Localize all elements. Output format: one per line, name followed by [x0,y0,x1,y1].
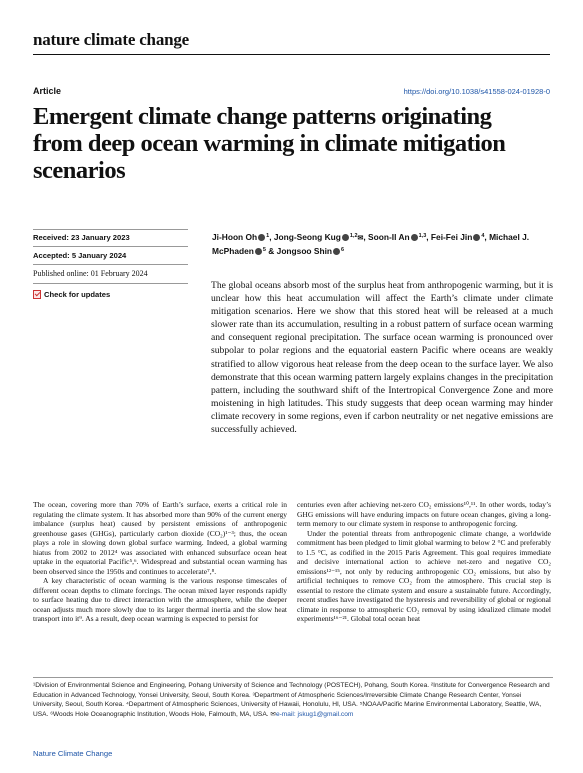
mail-icon[interactable]: ✉ [357,235,364,242]
check-for-updates-button[interactable] [33,290,110,299]
mail-icon: ✉ [270,710,276,718]
check-updates-label: Check for updates [44,290,111,299]
abstract: The global oceans absorb most of the surplus heat from anthropogenic warming, but it is unclear how this heat accumulation will affect the Earth’s climate under climate mitigation scenarios. Here we show that this stored heat will be released at a much slower rate than its accumulation, resulting in a robust pattern of surface ocean warming and consequent regional precipitation. The surface ocean warming is pronounced over subpolar to polar regions and the equatorial eastern Pacific where oceans are weakly stratified to allow vigorous heat release from the deep ocean to the surface layer. We also demonstrate that this ocean warming pattern largely explains changes in the precipitation pattern, including the southward shift of the Intertropical Convergence Zone and more moistening in high latitudes. This study suggests that deep ocean warming may hinder climate recovery in some regions, even if carbon neutrality or net negative emissions are successfully achieved. [211,280,553,436]
affiliation-superscript: 4 [481,233,485,239]
paragraph: Under the potential threats from anthropogenic climate change, a worldwide commitment has been pledged to limit global warming to below 2 °C and preferably to 1.5 °C, as codified in the 2015 Paris Agreement. This goal requires immediate and decisive international action to achieve net-zero and negative CO₂ emissions¹²⁻¹⁵, not only by reducing anthropogenic CO₂ emissions, but also by artificial techniques to remove CO₂ from the atmosphere. This crucial step is essential to restore the climate system and ensure a sustainable future. Accordingly, recent studies have investigated the hysteresis and reversibility of global or regional climate in response to atmospheric CO₂ removal by using idealized climate model experiments¹⁶⁻²¹. Global total ocean heat [297,528,551,623]
author-separator: , [484,232,490,242]
orcid-icon[interactable] [342,234,349,241]
author-separator: , [269,232,274,242]
author-separator: , [363,232,369,242]
affiliations-text: ¹Division of Environmental Science and Engineering, Pohang University of Science and Technology (POSTECH), Pohang, South Korea. ²Institute for Convergence Research and Education in Advanced Technology, Yonsei University, Seoul, South Korea. ³Department of Atmospheric Sciences/Irreversible Climate Change Research Center, Yonsei University, Seoul, South Korea. ⁴Department of Atmospheric Sciences, University of Hawaii, Honolulu, HI, USA. ⁵NOAA/Pacific Marine Environmental Laboratory, Seattle, WA, USA. ⁶Woods Hole Oceanographic Institution, Woods Hole, Falmouth, MA, USA. [33,682,550,718]
affiliation-superscript: 6 [341,247,345,253]
author-list [212,231,552,258]
published-date: Published online: 01 February 2024 [33,269,148,278]
author-name[interactable]: Ji-Hoon Oh [212,232,258,242]
paragraph: The ocean, covering more than 70% of Earth’s surface, exerts a critical role in regulating the climate system. It has absorbed more than 90% of the current energy imbalance (surplus heat) caused by persistent emissions of anthropogenic greenhouse gases (GHGs), particularly carbon dioxide (CO₂)¹⁻³; thus, the ocean plays a role in slowing down global surface warming. Indeed, a global warming hiatus from 2002 to 2012⁴ was associated with enhanced subsurface ocean heat uptake in the equatorial Pacific⁵,⁶. Widespread and substantial ocean warming has been observed since the 1950s and continues to accelerate⁷,⁸. [33,500,287,576]
author-separator: & [265,246,277,256]
paragraph: centuries even after achieving net-zero CO₂ emissions¹⁰,¹¹. In other words, today’s GHG emissions will have enduring impacts on future ocean changes, giving a long-term memory to our climate system in response to anthropogenic forcing. [297,500,551,528]
article-type-label: Article [33,86,62,96]
body-column-left [33,500,287,624]
orcid-icon[interactable] [333,248,340,255]
email-link[interactable]: e-mail: jskug1@gmail.com [275,710,354,718]
paragraph: A key characteristic of ocean warming is the various response timescales of different ocean depths to climate forcings. The ocean mixed layer responds rapidly to surface heating due to direct interaction with the atmosphere, while the deeper ocean adjusts much more slowly due to its larger thermal inertia and the slow heat transport into it⁹. As a result, deep ocean warming is expected to persist for [33,576,287,623]
body-column-right [297,500,551,624]
orcid-icon[interactable] [258,234,265,241]
author-name[interactable]: Jong-Seong Kug [273,232,341,242]
check-updates-icon [33,290,41,299]
meta-rule-1 [33,246,188,247]
author-name[interactable]: Michael J. McPhaden [212,232,530,256]
affiliation-superscript: 1,3 [418,233,427,239]
meta-rule-top [33,229,188,230]
journal-name[interactable]: nature climate change [33,30,190,49]
header-rule [33,54,550,55]
doi-link[interactable]: https://doi.org/10.1038/s41558-024-01928-0 [403,87,550,96]
footer-journal[interactable]: Nature Climate Change [33,749,113,758]
orcid-icon[interactable] [255,248,262,255]
affiliation-superscript: 1 [266,233,270,239]
affiliations [33,681,553,719]
affiliation-superscript: 1,2 [349,233,358,239]
accepted-date: Accepted: 5 January 2024 [33,251,127,260]
author-separator: , [426,232,431,242]
author-name[interactable]: Fei-Fei Jin [430,232,473,242]
received-date: Received: 23 January 2023 [33,233,130,242]
affiliation-superscript: 5 [262,247,266,253]
orcid-icon[interactable] [411,234,418,241]
article-title: Emergent climate change patterns originating from deep ocean warming in climate mitigation scenarios [33,103,506,184]
author-name[interactable]: Jongsoo Shin [276,246,333,256]
orcid-icon[interactable] [473,234,480,241]
meta-rule-2 [33,264,188,265]
meta-rule-3 [33,283,188,284]
footnote-rule [33,677,553,678]
author-name[interactable]: Soon-Il An [368,232,410,242]
